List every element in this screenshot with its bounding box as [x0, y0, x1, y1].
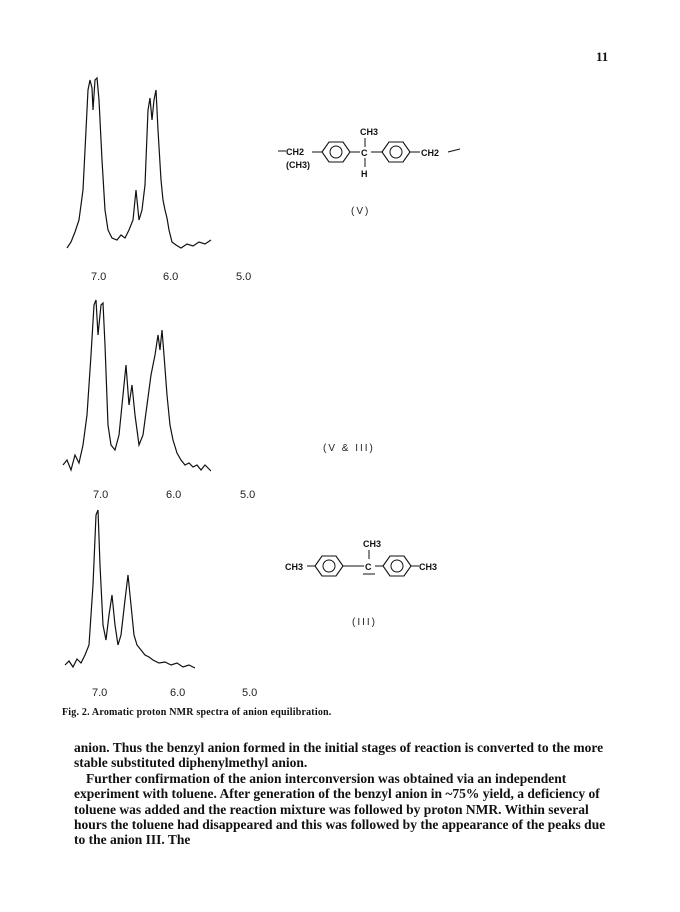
structure-v-left-group-alt: (CH3) — [286, 160, 310, 170]
spectrum-bottom-tick-6: 6.0 — [170, 687, 186, 699]
page-number: 11 — [596, 49, 609, 64]
spectrum-top-tick-5: 5.0 — [236, 271, 252, 283]
paragraph-2: Further confirmation of the anion interconversion was obtained via an independent experiment with toluene. After generation of the benzyl anion in ~75% yield, a deficiency of toluene was added and the reaction mixture was followed by proton NMR. Within several hours the toluene had disappeared and this was followed by the appearance of the peaks due to the anion III. The — [74, 770, 606, 848]
structure-iii-central-carbon: C — [365, 562, 372, 572]
nmr-spectrum-middle — [55, 295, 225, 485]
nmr-spectrum-top — [55, 70, 225, 260]
structure-iii-label: (III) — [352, 617, 377, 628]
structure-v-ch3: CH3 — [360, 127, 379, 137]
spectrum-middle-tick-5: 5.0 — [240, 489, 256, 501]
spectrum-middle-tick-6: 6.0 — [166, 489, 182, 501]
structure-v-and-iii-label: (V & III) — [323, 443, 375, 454]
paragraph-1: anion. Thus the benzyl anion formed in the initial stages of reaction is converted to the more stable substituted diphenylmethyl anion. — [74, 740, 604, 771]
structure-iii-ch3: CH3 — [363, 539, 382, 549]
spectrum-middle-tick-7: 7.0 — [93, 489, 109, 501]
structure-iii — [285, 535, 485, 585]
structure-v-label: (V) — [351, 206, 371, 217]
nmr-spectrum-bottom — [55, 505, 225, 695]
spectrum-bottom-tick-7: 7.0 — [92, 687, 108, 699]
structure-v-hydrogen: H — [361, 169, 368, 179]
structure-v-central-carbon: C — [361, 148, 368, 158]
structure-iii-right-methyl: CH3 — [419, 562, 438, 572]
spectrum-bottom-tick-5: 5.0 — [242, 687, 258, 699]
spectrum-top-tick-6: 6.0 — [163, 271, 179, 283]
structure-v — [278, 125, 478, 185]
body-text — [74, 740, 614, 848]
structure-iii-left-methyl: CH3 — [285, 562, 304, 572]
structure-v-left-group: CH2 — [286, 147, 305, 157]
figure-caption: Fig. 2. Aromatic proton NMR spectra of anion equilibration. — [62, 707, 332, 718]
spectrum-top-tick-7: 7.0 — [91, 271, 107, 283]
structure-v-right-group: CH2 — [421, 148, 440, 158]
